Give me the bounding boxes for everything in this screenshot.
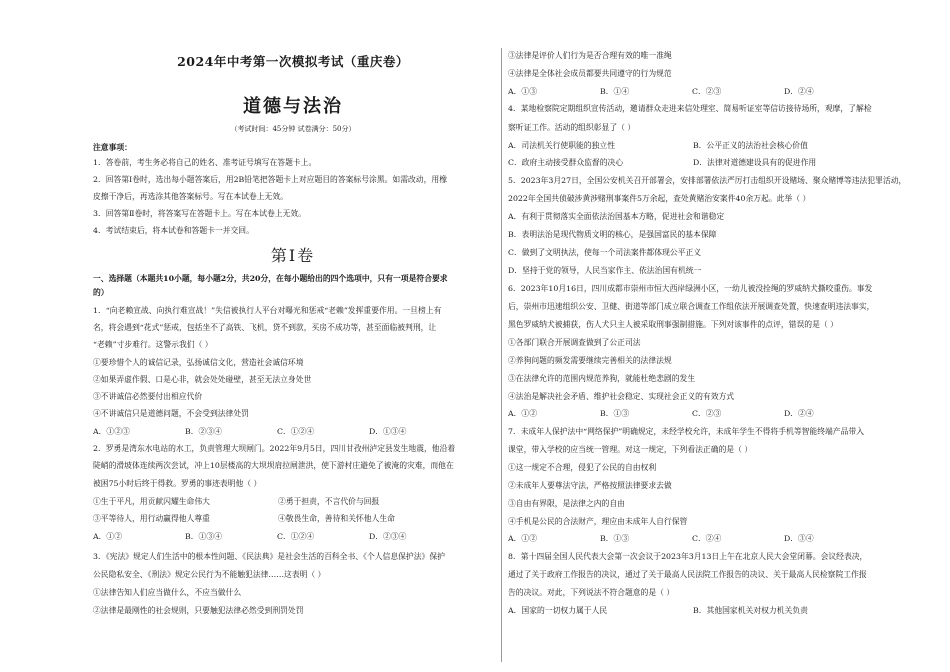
question-2-stem: 2．罗勇是湾东水电站的水工，负责管理大坝闸门。2022年9月5日，四川甘孜州泸定县发生地震，他沿着 xyxy=(93,444,456,453)
question-2-options xyxy=(93,532,493,542)
question-7-item: ③自由有界限，是法律之内的自由 xyxy=(508,499,625,508)
subject-title: 道德与法治 xyxy=(243,96,343,117)
question-3-item: ②法律是最刚性的社会规则，只要触犯法律必然受到刑罚处罚 xyxy=(93,606,304,615)
option-b[interactable]: B．其他国家机关对权力机关负责 xyxy=(693,606,808,615)
question-2-items xyxy=(93,497,493,507)
option-a[interactable]: A．国家的一切权力属于人民 xyxy=(508,606,608,615)
question-4-stem: 察听证工作。活动的组织彰显了（ ） xyxy=(508,123,636,132)
question-7-item: ④手机是公民的合法财产，理应由未成年人自行保管 xyxy=(508,517,688,526)
question-3-item: ③法律是评价人们行为是否合理有效的唯一准绳 xyxy=(508,51,672,60)
question-8-options xyxy=(508,606,908,616)
option-d[interactable]: D．③④ xyxy=(784,534,814,543)
question-1-stem: 1．“向老赖宣战、向执行难宣战！”失信被执行人平台对曝光和惩戒“老赖”发挥重要作用。一旦榜上有 xyxy=(93,306,442,315)
question-3-stem: 公民隐私安全、《刑法》规定公民行为不能触犯法律……这表明（ ） xyxy=(93,570,326,579)
left-column xyxy=(93,0,493,672)
question-2-stem: 陡峭的滑坡体连续两次尝试，冲上10层楼高的大坝坝肩拉闸泄洪，使下游村庄避免了被淹的灾难，而他在 xyxy=(93,461,454,470)
question-2-items xyxy=(93,514,493,524)
option-c[interactable]: C．②③ xyxy=(692,409,722,418)
question-1-item: ③不讲诚信必然要付出相应代价 xyxy=(93,392,203,401)
column-divider xyxy=(501,48,502,662)
option-c[interactable]: C．政府主动接受群众监督的决心 xyxy=(508,158,624,167)
notice-line: 1．答卷前，考生务必将自己的姓名、准考证号填写在答题卡上。 xyxy=(93,158,317,167)
exam-info: （考试时间：45分钟 试卷满分：50分） xyxy=(230,125,356,133)
question-5-stem: 2022年全国共侦破涉黄涉赌刑事案件5万余起，查处黄赌治安案件40余万起。此举（ ） xyxy=(508,194,811,203)
option-a[interactable]: A．①②③ xyxy=(93,427,130,436)
question-2-item: ④敬畏生命，善待和关怀他人生命 xyxy=(278,514,395,523)
question-6-options xyxy=(508,409,908,419)
option-c[interactable]: C．①②④ xyxy=(277,532,315,541)
question-2-item: ①生于平凡，用贡献闪耀生命伟大 xyxy=(93,497,210,506)
question-6-item: ①各部门联合开展调查做到了公正司法 xyxy=(508,338,641,347)
option-a[interactable]: A．①② xyxy=(508,534,538,543)
option-b[interactable]: B．①③ xyxy=(600,409,630,418)
question-8-stem: 8．第十四届全国人民代表大会第一次会议于2023年3月13日上午在北京人民大会堂闭幕。会议经表决， xyxy=(508,552,868,561)
question-1-item: ④不讲诚信只是道德问题，不会受到法律处罚 xyxy=(93,409,249,418)
question-1-stem: 名，将会遇到“花式”惩戒，包括坐不了高铁、飞机，贷不到款，买房不成功等，甚至面临被判刑，让 xyxy=(93,323,437,332)
option-c[interactable]: C．①②④ xyxy=(277,427,315,436)
notice-line: 皮擦干净后，再选涂其他答案标号。写在本试卷上无效。 xyxy=(93,192,288,201)
question-6-item: ②养狗问题的频发需要继续完善相关的法律法规 xyxy=(508,356,672,365)
question-4-options xyxy=(508,141,908,151)
option-b[interactable]: B．①④ xyxy=(600,87,630,96)
option-c[interactable]: C．②④ xyxy=(692,534,722,543)
question-2-item: ③平等待人，用行动赢得他人尊重 xyxy=(93,514,210,523)
question-7-item: ①这一规定不合理，侵犯了公民的自由权利 xyxy=(508,463,657,472)
section-heading: 一、选择题（本题共10小题，每小题2分，共20分，在每小题给出的四个选项中，只有一项是符合要求 xyxy=(93,274,448,283)
option-c[interactable]: C．②③ xyxy=(692,87,722,96)
question-6-stem: 黑色罗威纳犬被捕获，伤人犬只主人被采取刑事强制措施。下列对该事件的点评，错误的是（ ） xyxy=(508,320,838,329)
part-title: 第Ⅰ卷 xyxy=(270,246,316,265)
question-5-stem: 5．2023年3月27日，全国公安机关召开部署会，安排部署依法严厉打击组织开设赌场、聚众赌博等违法犯罪活动， xyxy=(508,176,907,185)
question-7-options xyxy=(508,534,908,544)
option-b[interactable]: B．②③④ xyxy=(185,427,222,436)
option-a[interactable]: A．①③ xyxy=(508,87,538,96)
question-4-options xyxy=(508,158,908,168)
question-6-item: ④法治是解决社会矛盾、维护社会稳定、实现社会正义的有效方式 xyxy=(508,392,735,401)
exam-title: 2024年中考第一次模拟考试（重庆卷） xyxy=(177,54,409,69)
option-d[interactable]: D．②④ xyxy=(784,87,814,96)
question-1-item: ②如果弄虚作假、口是心非，就会处处碰壁，甚至无法立身处世 xyxy=(93,375,312,384)
question-7-stem: 课堂，带入学校的应当统一管理。对这一规定，下列看法正确的是（ ） xyxy=(508,445,753,454)
option-d[interactable]: D．②③④ xyxy=(369,532,407,541)
option-a[interactable]: A．①② xyxy=(93,532,123,541)
question-6-item: ③在法律允许的范围内规范养狗，就能杜绝悲剧的发生 xyxy=(508,374,696,383)
question-4-stem: 4．某地检察院定期组织宣传活动，邀请群众走进来信处理室、简易听证室等信访接待场所，观摩，了解检 xyxy=(508,104,872,113)
notice-line: 2．回答第Ⅰ卷时，选出每小题答案后，用2B铅笔把答题卡上对应题目的答案标号涂黑。如需改动，用橡 xyxy=(93,175,447,184)
option-c[interactable]: C．做到了文明执法，使每一个司法案件都体现公平正义 xyxy=(508,248,702,257)
question-1-stem: “老赖”寸步难行。这警示我们（ ） xyxy=(93,340,213,349)
option-a[interactable]: A．司法机关行使职能的独立性 xyxy=(508,141,615,150)
question-2-stem: 被困75小时后终于得救。罗勇的事迹表明他（ ） xyxy=(93,479,262,488)
notice-line: 3．回答第Ⅱ卷时，将答案写在答题卡上。写在本试卷上无效。 xyxy=(93,209,306,218)
question-3-options xyxy=(508,87,908,97)
option-b[interactable]: B．公平正义的法治社会核心价值 xyxy=(693,141,808,150)
question-7-stem: 7．未成年人保护法中“网络保护”明确规定，未经学校允许，未成年学生不得将手机等智能终端产品带入 xyxy=(508,427,864,436)
question-3-item: ①法律告知人们应当做什么，不应当做什么 xyxy=(93,588,242,597)
option-d[interactable]: D．①③④ xyxy=(369,427,407,436)
option-a[interactable]: A．①② xyxy=(508,409,538,418)
option-d[interactable]: D．坚持于党的领导，人民当家作主、依法治国有机统一 xyxy=(508,266,702,275)
option-b[interactable]: B．表明法治是现代物质文明的核心，是强国富民的基本保障 xyxy=(508,230,717,239)
question-6-stem: 后，崇州市迅速组织公安、卫健、街道等部门成立联合调查工作组依法开展调查处置，快速查明违法事实， xyxy=(508,302,875,311)
question-8-stem: 告的决议。对此，下列说法不符合题意的是（ ） xyxy=(508,588,675,597)
notice-title: 注意事项： xyxy=(93,143,132,152)
option-b[interactable]: B．①③ xyxy=(600,534,630,543)
option-d[interactable]: D．法律对道德建设具有的促进作用 xyxy=(693,158,817,167)
question-7-item: ②未成年人要尊法守法，严格按照法律要求去做 xyxy=(508,481,672,490)
option-d[interactable]: D．②④ xyxy=(784,409,814,418)
question-6-stem: 6．2023年10月16日，四川成都市崇州市恒大西岸绿洲小区，一幼儿被没拴绳的罗威纳犬撕咬重伤。事发 xyxy=(508,284,873,293)
notice-line: 4．考试结束后，将本试卷和答题卡一并交回。 xyxy=(93,226,254,235)
section-heading-cont: 的） xyxy=(93,288,109,297)
question-1-item: ①要珍惜个人的诚信记录，弘扬诚信文化，营造社会诚信环境 xyxy=(93,358,304,367)
right-column xyxy=(508,0,908,672)
question-2-item: ②勇于担责，不言代价与回报 xyxy=(278,497,380,506)
option-b[interactable]: B．①③④ xyxy=(185,532,222,541)
question-3-item: ④法律是全体社会成员都要共同遵守的行为规范 xyxy=(508,69,672,78)
question-3-stem: 3．《宪法》规定人们生活中的根本性问题、《民法典》是社会生活的百科全书、《个人信息保护法》保护 xyxy=(93,552,445,561)
question-1-options xyxy=(93,427,493,437)
question-8-stem: 通过了关于政府工作报告的决议，通过了关于最高人民法院工作报告的决议、关于最高人民检察院工作报 xyxy=(508,570,867,579)
option-a[interactable]: A．有利于贯彻落实全面依法治国基本方略，促进社会和谐稳定 xyxy=(508,212,725,221)
